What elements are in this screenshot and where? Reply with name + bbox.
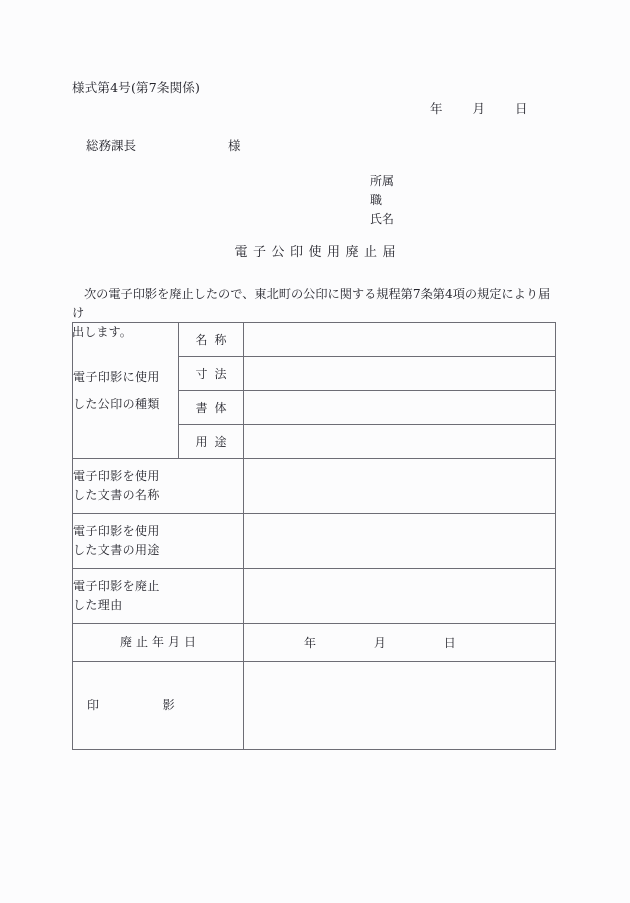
document-name-label-line-1: 電子印影を使用: [73, 469, 160, 483]
abolition-date-value[interactable]: [244, 624, 556, 662]
abolition-date-year-label: 年: [304, 636, 317, 650]
subrow-value-font[interactable]: [244, 391, 556, 425]
addressee-line: [86, 136, 241, 154]
body-paragraph-line-1: 次の電子印影を廃止したので、東北町の公印に関する規程第7条第4項の規定により届け: [72, 287, 551, 320]
subrow-value-use[interactable]: [244, 425, 556, 459]
subrow-value-name[interactable]: [244, 323, 556, 357]
table-row: [73, 323, 556, 357]
table-row: [73, 459, 556, 514]
sender-position-label: 職: [370, 193, 383, 207]
document-name-label-line-2: した文書の名称: [73, 488, 160, 502]
date-line: [430, 99, 528, 117]
subrow-label-use: 用途: [179, 425, 244, 459]
table-row: [73, 569, 556, 624]
addressee-honorific: 様: [228, 138, 241, 153]
seal-image-label: [73, 662, 244, 750]
date-day-label: 日: [515, 101, 528, 116]
body-paragraph-line-2: 出します。: [72, 325, 132, 339]
abolition-date-month-label: 月: [373, 636, 386, 650]
seal-type-label: [73, 323, 179, 459]
seal-image-label-right: 影: [162, 698, 175, 712]
table-row: [73, 624, 556, 662]
seal-type-label-line-1: 電子印影に使用: [73, 369, 160, 384]
abolition-date-placeholders: [244, 634, 555, 651]
subrow-label-name: 名称: [179, 323, 244, 357]
abolition-reason-value[interactable]: [244, 569, 556, 624]
seal-abolition-table: [72, 322, 556, 750]
abolition-reason-label-line-2: した理由: [73, 598, 123, 612]
document-use-value[interactable]: [244, 514, 556, 569]
table-row: [73, 514, 556, 569]
abolition-reason-label: [73, 569, 244, 624]
document-title: 電子公印使用廃止届: [234, 245, 401, 260]
sender-affiliation-label: 所属: [370, 174, 395, 188]
subrow-value-size[interactable]: [244, 357, 556, 391]
sender-name-label: 氏名: [370, 212, 395, 226]
seal-image-value[interactable]: [244, 662, 556, 750]
subrow-label-size: 寸法: [179, 357, 244, 391]
subrow-label-font: 書体: [179, 391, 244, 425]
seal-type-label-line-2: した公印の種類: [73, 396, 160, 411]
document-name-value[interactable]: [244, 459, 556, 514]
document-use-label: [73, 514, 244, 569]
abolition-reason-label-line-1: 電子印影を廃止: [73, 579, 160, 593]
abolition-date-label: 廃止年月日: [73, 624, 244, 662]
date-month-label: 月: [472, 101, 486, 116]
date-year-label: 年: [430, 101, 443, 116]
seal-image-label-left: 印: [87, 698, 100, 712]
form-number: 様式第4号(第7条関係): [72, 80, 201, 95]
document-name-label: [73, 459, 244, 514]
document-use-label-line-2: した文書の用途: [73, 543, 160, 557]
addressee-recipient: 総務課長: [86, 138, 137, 153]
sender-block: [370, 172, 394, 229]
table-row: [73, 662, 556, 750]
document-use-label-line-1: 電子印影を使用: [73, 524, 160, 538]
abolition-date-day-label: 日: [443, 636, 456, 650]
